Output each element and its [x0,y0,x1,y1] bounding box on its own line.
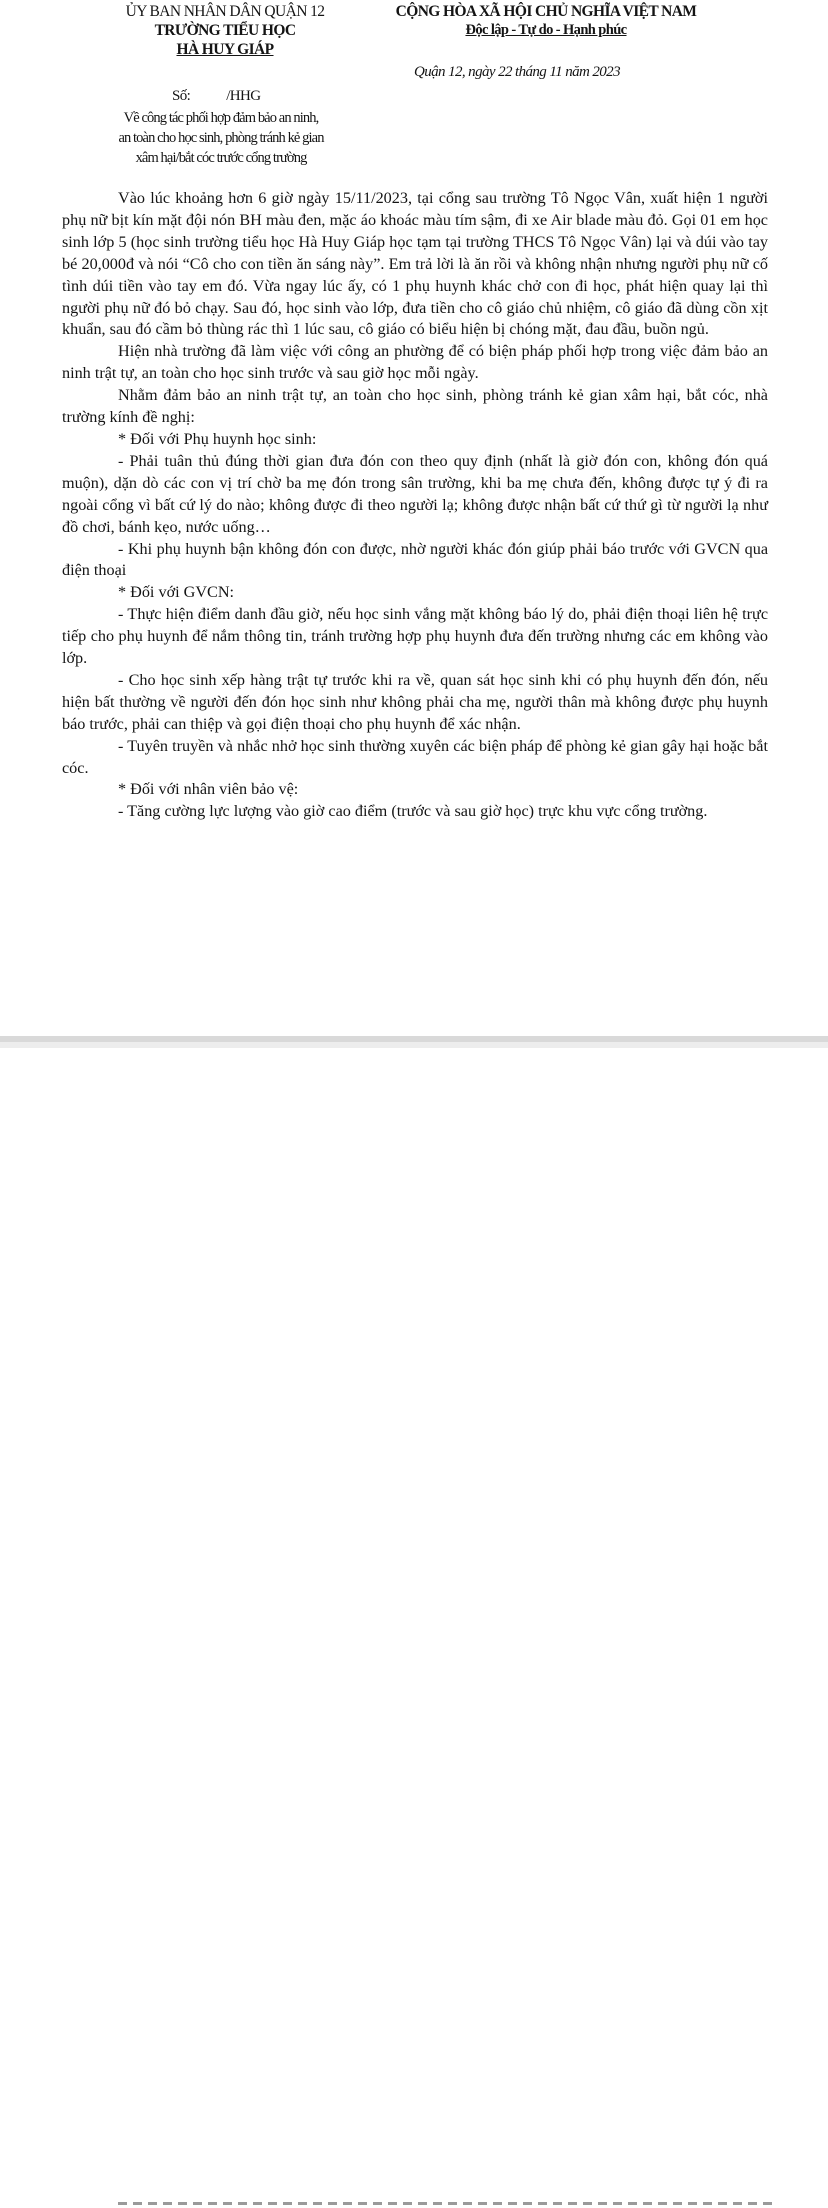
body-paragraph: - Khi phụ huynh bận không đón con được, nhờ người khác đón giúp phải báo trước với GVCN qua điện thoại [62,539,768,580]
national-heading-block [366,2,726,40]
authority-name: ỦY BAN NHÂN DÂN QUẬN 12 [125,3,325,20]
body-paragraph: - Tuyên truyền và nhắc nhở học sinh thường xuyên các biện pháp để phòng kẻ gian gây hại hoặc bắt cóc. [62,736,768,777]
document-subject [92,108,350,168]
body-paragraph: Hiện nhà trường đã làm việc với công an phường để có biện pháp phối hợp trong việc đảm bảo an ninh trật tự, an toàn cho học sinh trước và sau giờ học mỗi ngày. [62,342,768,383]
section-heading-guards: * Đối với nhân viên bảo vệ: [118,780,299,799]
section-heading-parents: * Đối với Phụ huynh học sinh: [118,429,317,448]
school-name-line1: TRƯỜNG TIỂU HỌC [154,22,296,39]
subject-line: xâm hại/bắt cóc trước cổng trường [135,150,307,166]
body-paragraph: - Phải tuân thủ đúng thời gian đưa đón con theo quy định (nhất là giờ đón con, không đón quá muộn), dặn dò các con vị trí chờ ba mẹ đón trong sân trường, khi ba mẹ chưa đến, không được tự ý đi ra ngoài cổng vì bất cứ lý do nào; không được đi theo người lạ; không được nhận bất cứ thứ gì từ người lạ như đồ chơi, bánh kẹo, nước uống… [62,451,768,536]
document-number-label: Số: [172,88,191,104]
date-line: Quận 12, ngày 22 tháng 11 năm 2023 [414,64,620,80]
document-body [62,188,768,823]
document-number-value: /HHG [226,88,261,104]
body-paragraph: - Tăng cường lực lượng vào giờ cao điểm (trước và sau giờ học) trực khu vực cổng trường. [118,802,708,821]
body-paragraph: - Cho học sinh xếp hàng trật tự trước khi ra về, quan sát học sinh khi có phụ huynh đến đón, nếu hiện bất thường về người đến đón học sinh như không phải cha mẹ, người thân mà không được phụ huynh báo trước, phải can thiệp và gọi điện thoại cho phụ huynh để xác nhận. [62,670,768,733]
next-page-cut-off-text [118,2198,778,2208]
body-paragraph: Vào lúc khoảng hơn 6 giờ ngày 15/11/2023, tại cổng sau trường Tô Ngọc Vân, xuất hiện 1 người phụ nữ bịt kín mặt đội nón BH màu đen, mặc áo khoác màu tím sậm, đi xe Air blade màu đỏ. Gọi 01 em học sinh lớp 5 (học sinh trường tiểu học Hà Huy Giáp học tạm tại trường THCS Tô Ngọc Vân) lại và dúi vào tay bé 20,000đ và nói “Cô cho con tiền ăn sáng này”. Em trả lời là ăn rồi và không nhận nhưng người phụ nữ cố tình dúi tiền vào tay em đó. Vừa ngay lúc ấy, có 1 phụ huynh khác chở con đi học, phát hiện quay lại thì người phụ nữ đó bỏ chạy. Sau đó, học sinh vào lớp, đưa tiền cho cô giáo chủ nhiệm, cô giáo đã dùng cồn xịt khuẩn, sau đó cầm bỏ thùng rác thì 1 lúc sau, cô giáo có biểu hiện bị chóng mặt, đau đầu, buồn ngủ. [62,189,768,339]
document-number [172,88,260,105]
next-page[interactable] [0,1048,828,1160]
body-paragraph: Nhằm đảm bảo an ninh trật tự, an toàn cho học sinh, phòng tránh kẻ gian xâm hại, bắt cóc, nhà trường kính đề nghị: [62,386,768,427]
school-name-line2: HÀ HUY GIÁP [176,41,274,58]
body-paragraph: - Thực hiện điểm danh đầu giờ, nếu học sinh vắng mặt không báo lý do, phải điện thoại liên hệ trực tiếp cho phụ huynh để nắm thông tin, tránh trường hợp phụ huynh đưa đến trường nhưng các em không vào lớp. [62,605,768,668]
subject-line: Về công tác phối hợp đảm bảo an ninh, [123,110,319,126]
nation-title: CỘNG HÒA XÃ HỘI CHỦ NGHĨA VIỆT NAM [395,3,697,20]
section-heading-teachers: * Đối với GVCN: [118,583,235,602]
document-page [0,0,828,1036]
issuing-authority-block [100,2,350,59]
subject-line: an toàn cho học sinh, phòng tránh kẻ gian [118,130,324,146]
national-motto: Độc lập - Tự do - Hạnh phúc [465,22,627,38]
